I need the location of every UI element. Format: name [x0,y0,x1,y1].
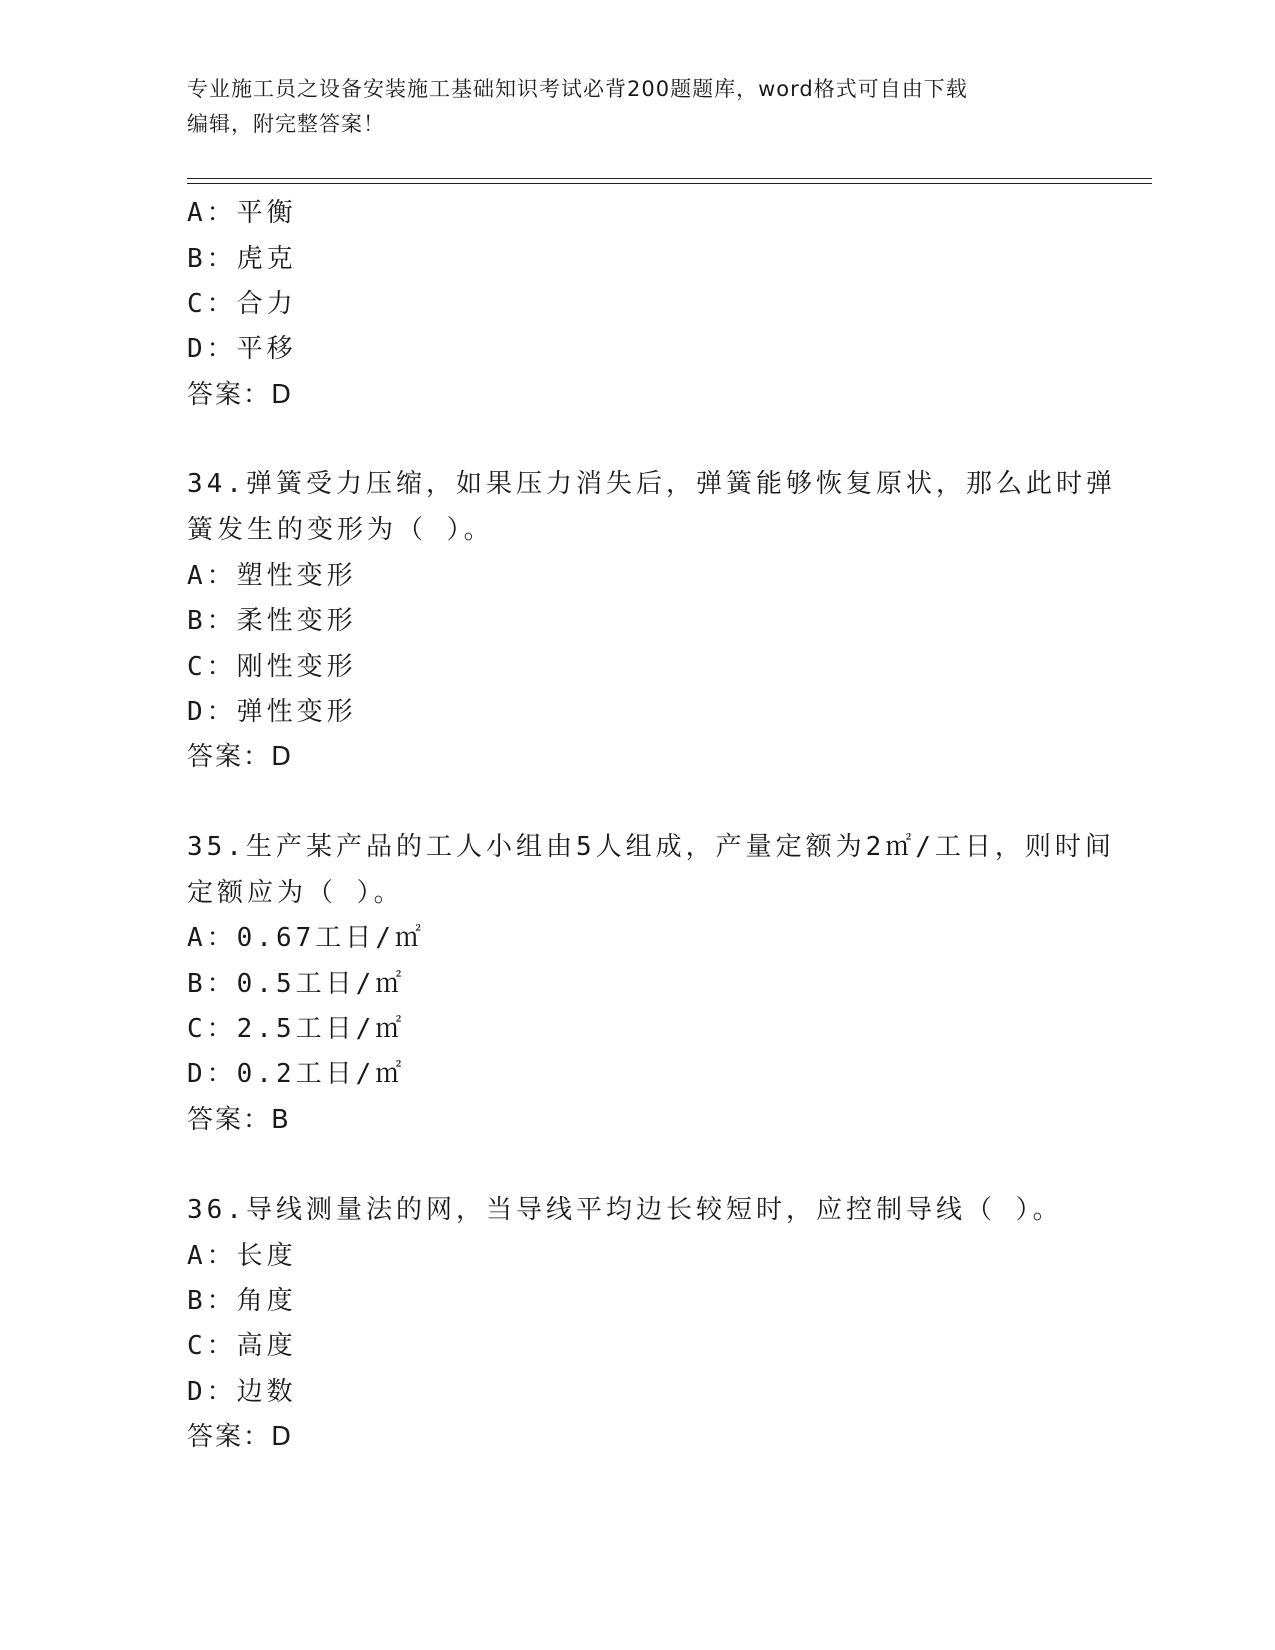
option-b: B：0.5工日/㎡ [187,969,406,999]
answer-label: 答案：D [187,742,294,772]
option-c: C：2.5工日/㎡ [187,1014,406,1044]
question-stem-line-1: 35.生产某产品的工人小组由5人组成，产量定额为2㎡/工日，则时间 [187,832,1115,862]
answer-label: 答案：D [187,380,294,410]
option-b: B：角度 [187,1286,297,1316]
header-title-line-1: 专业施工员之设备安装施工基础知识考试必背200题题库，word格式可自由下载 [187,77,968,101]
option-b: B：虎克 [187,244,297,274]
option-d: D：0.2工日/㎡ [187,1059,406,1089]
question-stem-line-1: 36.导线测量法的网，当导线平均边长较短时，应控制导线（ ）。 [187,1195,1063,1225]
document-header [187,72,1087,142]
option-d: D：平移 [187,334,297,364]
header-divider-bottom [187,183,1152,184]
option-d: D：边数 [187,1377,297,1407]
question-stem-line-2: 簧发生的变形为（ ）。 [187,515,494,545]
question-stem-line-2: 定额应为（ ）。 [187,878,404,908]
header-divider-top [187,178,1152,179]
option-b: B：柔性变形 [187,606,357,636]
option-a: A：塑性变形 [187,561,357,591]
answer-label: 答案：D [187,1422,294,1452]
header-title-line-2: 编辑，附完整答案！ [187,112,385,136]
option-d: D：弹性变形 [187,697,357,727]
option-a: A：0.67工日/㎡ [187,923,425,953]
answer-label: 答案：B [187,1105,291,1135]
option-a: A：长度 [187,1241,297,1271]
option-c: C：合力 [187,289,297,319]
option-a: A：平衡 [187,198,297,228]
option-c: C：刚性变形 [187,652,357,682]
question-stem-line-1: 34.弹簧受力压缩，如果压力消失后，弹簧能够恢复原状，那么此时弹 [187,469,1116,499]
option-c: C：高度 [187,1331,297,1361]
